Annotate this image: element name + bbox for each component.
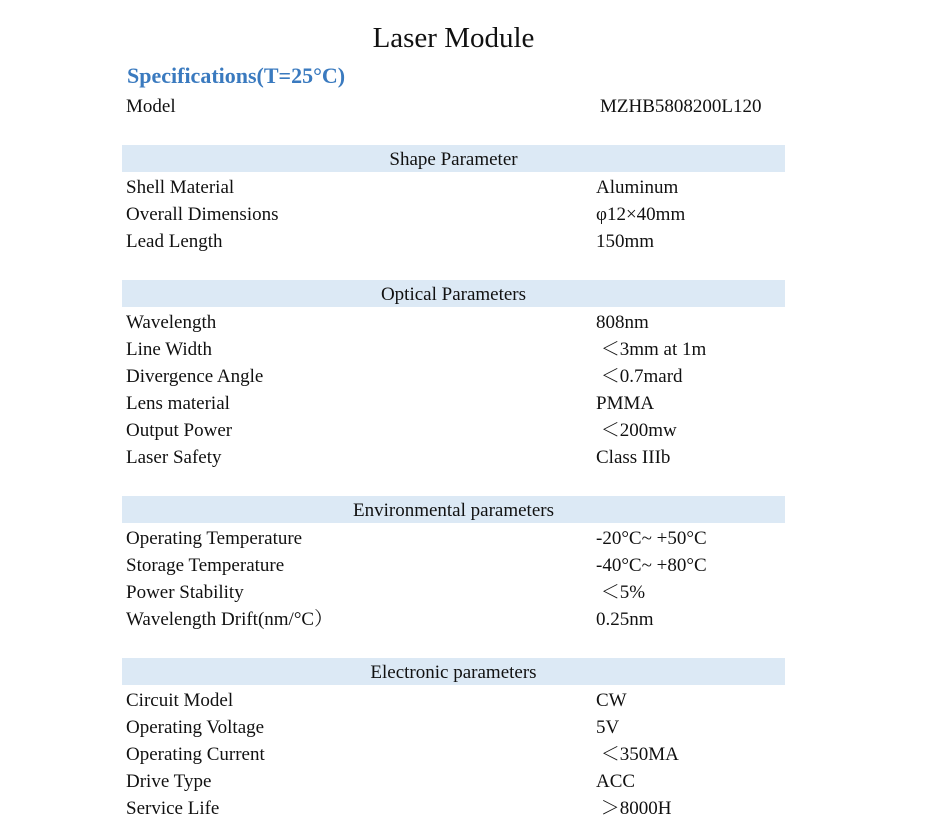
spec-row-wavelength-drift	[122, 606, 785, 633]
spec-row-operating-voltage	[122, 714, 785, 741]
spec-label: Service Life	[126, 798, 220, 819]
spec-value: ＜5%	[596, 582, 646, 603]
spec-row-output-power	[122, 417, 785, 444]
specifications-heading: Specifications(T=25°C)	[127, 63, 346, 88]
spec-value: ACC	[596, 771, 636, 792]
spec-value: Class IIIb	[596, 447, 671, 468]
spec-value: 5V	[596, 717, 620, 738]
spec-label: Wavelength Drift(nm/°C）	[126, 609, 334, 630]
spec-value: PMMA	[596, 393, 655, 414]
model-value: MZHB5808200L120	[600, 96, 762, 117]
page-title: Laser Module	[372, 22, 535, 54]
spec-label: Operating Voltage	[126, 717, 265, 738]
spec-value: -20°C~ +50°C	[596, 528, 707, 549]
spec-value: ＜0.7mard	[596, 366, 683, 387]
spec-label: Drive Type	[126, 771, 212, 792]
spec-row-laser-safety	[122, 444, 785, 471]
spec-value: φ12×40mm	[596, 204, 686, 225]
spec-label: Line Width	[126, 339, 212, 360]
spec-row-operating-current	[122, 741, 785, 768]
spec-label: Laser Safety	[126, 447, 222, 468]
spec-row-storage-temperature	[122, 552, 785, 579]
spec-value: 150mm	[596, 231, 655, 252]
spec-label: Wavelength	[126, 312, 217, 333]
spec-value: -40°C~ +80°C	[596, 555, 707, 576]
spec-label: Shell Material	[126, 177, 235, 198]
spec-label: Operating Current	[126, 744, 265, 765]
spec-row-lead-length	[122, 228, 785, 255]
spec-label: Output Power	[126, 420, 233, 441]
spec-label: Divergence Angle	[126, 366, 264, 387]
spec-label: Power Stability	[126, 582, 244, 603]
section-header-optical: Optical Parameters	[122, 280, 785, 307]
spec-row-divergence-angle	[122, 363, 785, 390]
spec-label: Overall Dimensions	[126, 204, 279, 225]
section-header-environmental: Environmental parameters	[122, 496, 785, 523]
spec-label: Operating Temperature	[126, 528, 303, 549]
spec-value: CW	[596, 690, 627, 711]
spec-row-circuit-model	[122, 687, 785, 714]
section-header-shape: Shape Parameter	[122, 145, 785, 172]
spec-value: ＜350MA	[596, 744, 679, 765]
spec-value: 808nm	[596, 312, 649, 333]
spec-row-power-stability	[122, 579, 785, 606]
spec-value: Aluminum	[596, 177, 679, 198]
spec-row-service-life	[122, 795, 785, 822]
model-label: Model	[126, 96, 176, 117]
spec-row-drive-type	[122, 768, 785, 795]
model-row	[122, 93, 785, 120]
spec-row-shell-material	[122, 174, 785, 201]
spec-row-wavelength	[122, 309, 785, 336]
spec-value: ＞8000H	[596, 798, 672, 819]
spec-label: Lens material	[126, 393, 230, 414]
spec-row-line-width	[122, 336, 785, 363]
spec-value: ＜3mm at 1m	[596, 339, 707, 360]
spec-row-lens-material	[122, 390, 785, 417]
spec-row-operating-temperature	[122, 525, 785, 552]
spec-value: 0.25nm	[596, 609, 654, 630]
spec-label: Circuit Model	[126, 690, 234, 711]
spec-value: ＜200mw	[596, 420, 677, 441]
spec-label: Lead Length	[126, 231, 223, 252]
spec-label: Storage Temperature	[126, 555, 285, 576]
spec-row-overall-dimensions	[122, 201, 785, 228]
section-header-electronic: Electronic parameters	[122, 658, 785, 685]
